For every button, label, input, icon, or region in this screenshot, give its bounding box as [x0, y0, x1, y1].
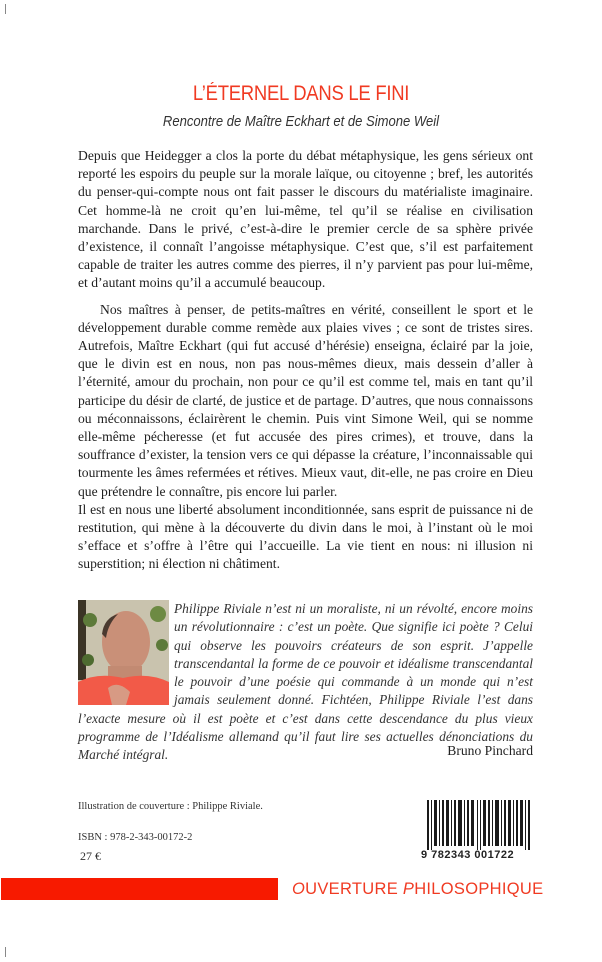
blurb-paragraph-1: Depuis que Heidegger a clos la porte du débat métaphysique, les gens sérieux ont reporté les espoirs du peuple sur la morale laïque, ou citoyenne ; bref, les autorités du penser-qui-compte nous ont fait passer le discours du matérialiste imaginaire. Cet homme-là ne croit qu’en lui-même, tel qu’il se réalise en civilisation marchande. Dans le privé, c’est-à-dire le premier cercle de sa sphère privée d’existence, il connaît l’angoisse métaphysique. C’est que, s’il est parfaitement capable de traiter les autres comme des pierres, il n’y parvient pas pour lui-même, et d’autant moins qu’il a accumulé beaucoup.	[78, 148, 533, 291]
author-portrait-image	[78, 600, 169, 705]
isbn: ISBN : 978-2-343-00172-2	[78, 832, 193, 843]
crop-mark-top-left	[5, 4, 6, 14]
barcode	[427, 800, 532, 856]
author-quote: Philippe Riviale n’est ni un moraliste, ni un révolté, encore moins un révolutionnaire : c’est un poète. Que signifie ici poète ? Celui qui observe les pouvoirs créateurs de son esprit. J’appelle transcendantal la forme de ce pouvoir et idéalisme transcendantal le pouvoir d’une poésie qui commande à un monde qui n’est jamais seulement donné. Fichtéen, Philippe Riviale l’est dans l’exacte mesure où il est poète et c’est dans cette descendance du plus vieux programme de l’Idéalisme allemand qu’il faut lire ses actuelles dénonciations du Marché intégral.	[78, 601, 533, 763]
barcode-bars-icon	[427, 800, 532, 850]
blurb-paragraph-2: Nos maîtres à penser, de petits-maîtres en vérité, conseillent le sport et le développement durable comme remède aux plaies vives ; ce sont de tristes sires. Autrefois, Maître Eckhart (qui fut accusé d’hérésie) enseigna, éclairé par la joie, que le divin est en nous, non pas nous-mêmes dieux, mais dessein d’aller à l’éternité, amour du prochain, non pour ce qu’il est comme tel, mais en tant qu’il participe du désir de clarté, de justice et de partage. D’autres, que nous connaissons ou méconnaissons, éclairèrent le chemin. Puis vint Simone Weil, qui se nomme elle-même pécheresse (et fut accusée des pires crimes), et trouve, dans la souffrance d’exister, la tension vers ce qui dépasse la créature, l’inconnaissable qui tourmente les âmes refermées et rétives. Mieux vaut, dit-elle, ne pas croire en Dieu que prétendre le connaître, pis encore lui parler.	[78, 301, 533, 499]
author-photo	[78, 600, 169, 705]
collection-name	[292, 880, 543, 899]
price: 27 €	[80, 849, 101, 863]
book-subtitle: Rencontre de Maître Eckhart et de Simone Weil	[162, 114, 440, 130]
cover-illustration-credit: Illustration de couverture : Philippe Riviale.	[78, 801, 263, 812]
collection-initial-p: P	[402, 880, 415, 898]
collection-word-2: HILOSOPHIQUE	[414, 880, 544, 898]
book-title: L’ÉTERNEL DANS LE FINI	[192, 82, 410, 105]
crop-mark-bottom-left	[5, 947, 6, 957]
quote-signature: Bruno Pinchard	[447, 743, 533, 758]
collection-initial-o: O	[292, 880, 306, 898]
collection-word-1: UVERTURE	[305, 880, 403, 898]
blurb-paragraph-3: Il est en nous une liberté absolument inconditionnée, sans esprit de puissance ni de restitution, qui mène à la découverte du divin dans le moi, à l’instant où le moi s’efface et s’offre à l’être qui l’accueille. La vie tient en nous: ni illusion ni superstition; ni élection ni châtiment.	[78, 501, 533, 572]
collection-red-bar	[1, 878, 278, 900]
blurb	[78, 147, 533, 574]
barcode-digits: 9 782343 001722	[421, 849, 515, 861]
